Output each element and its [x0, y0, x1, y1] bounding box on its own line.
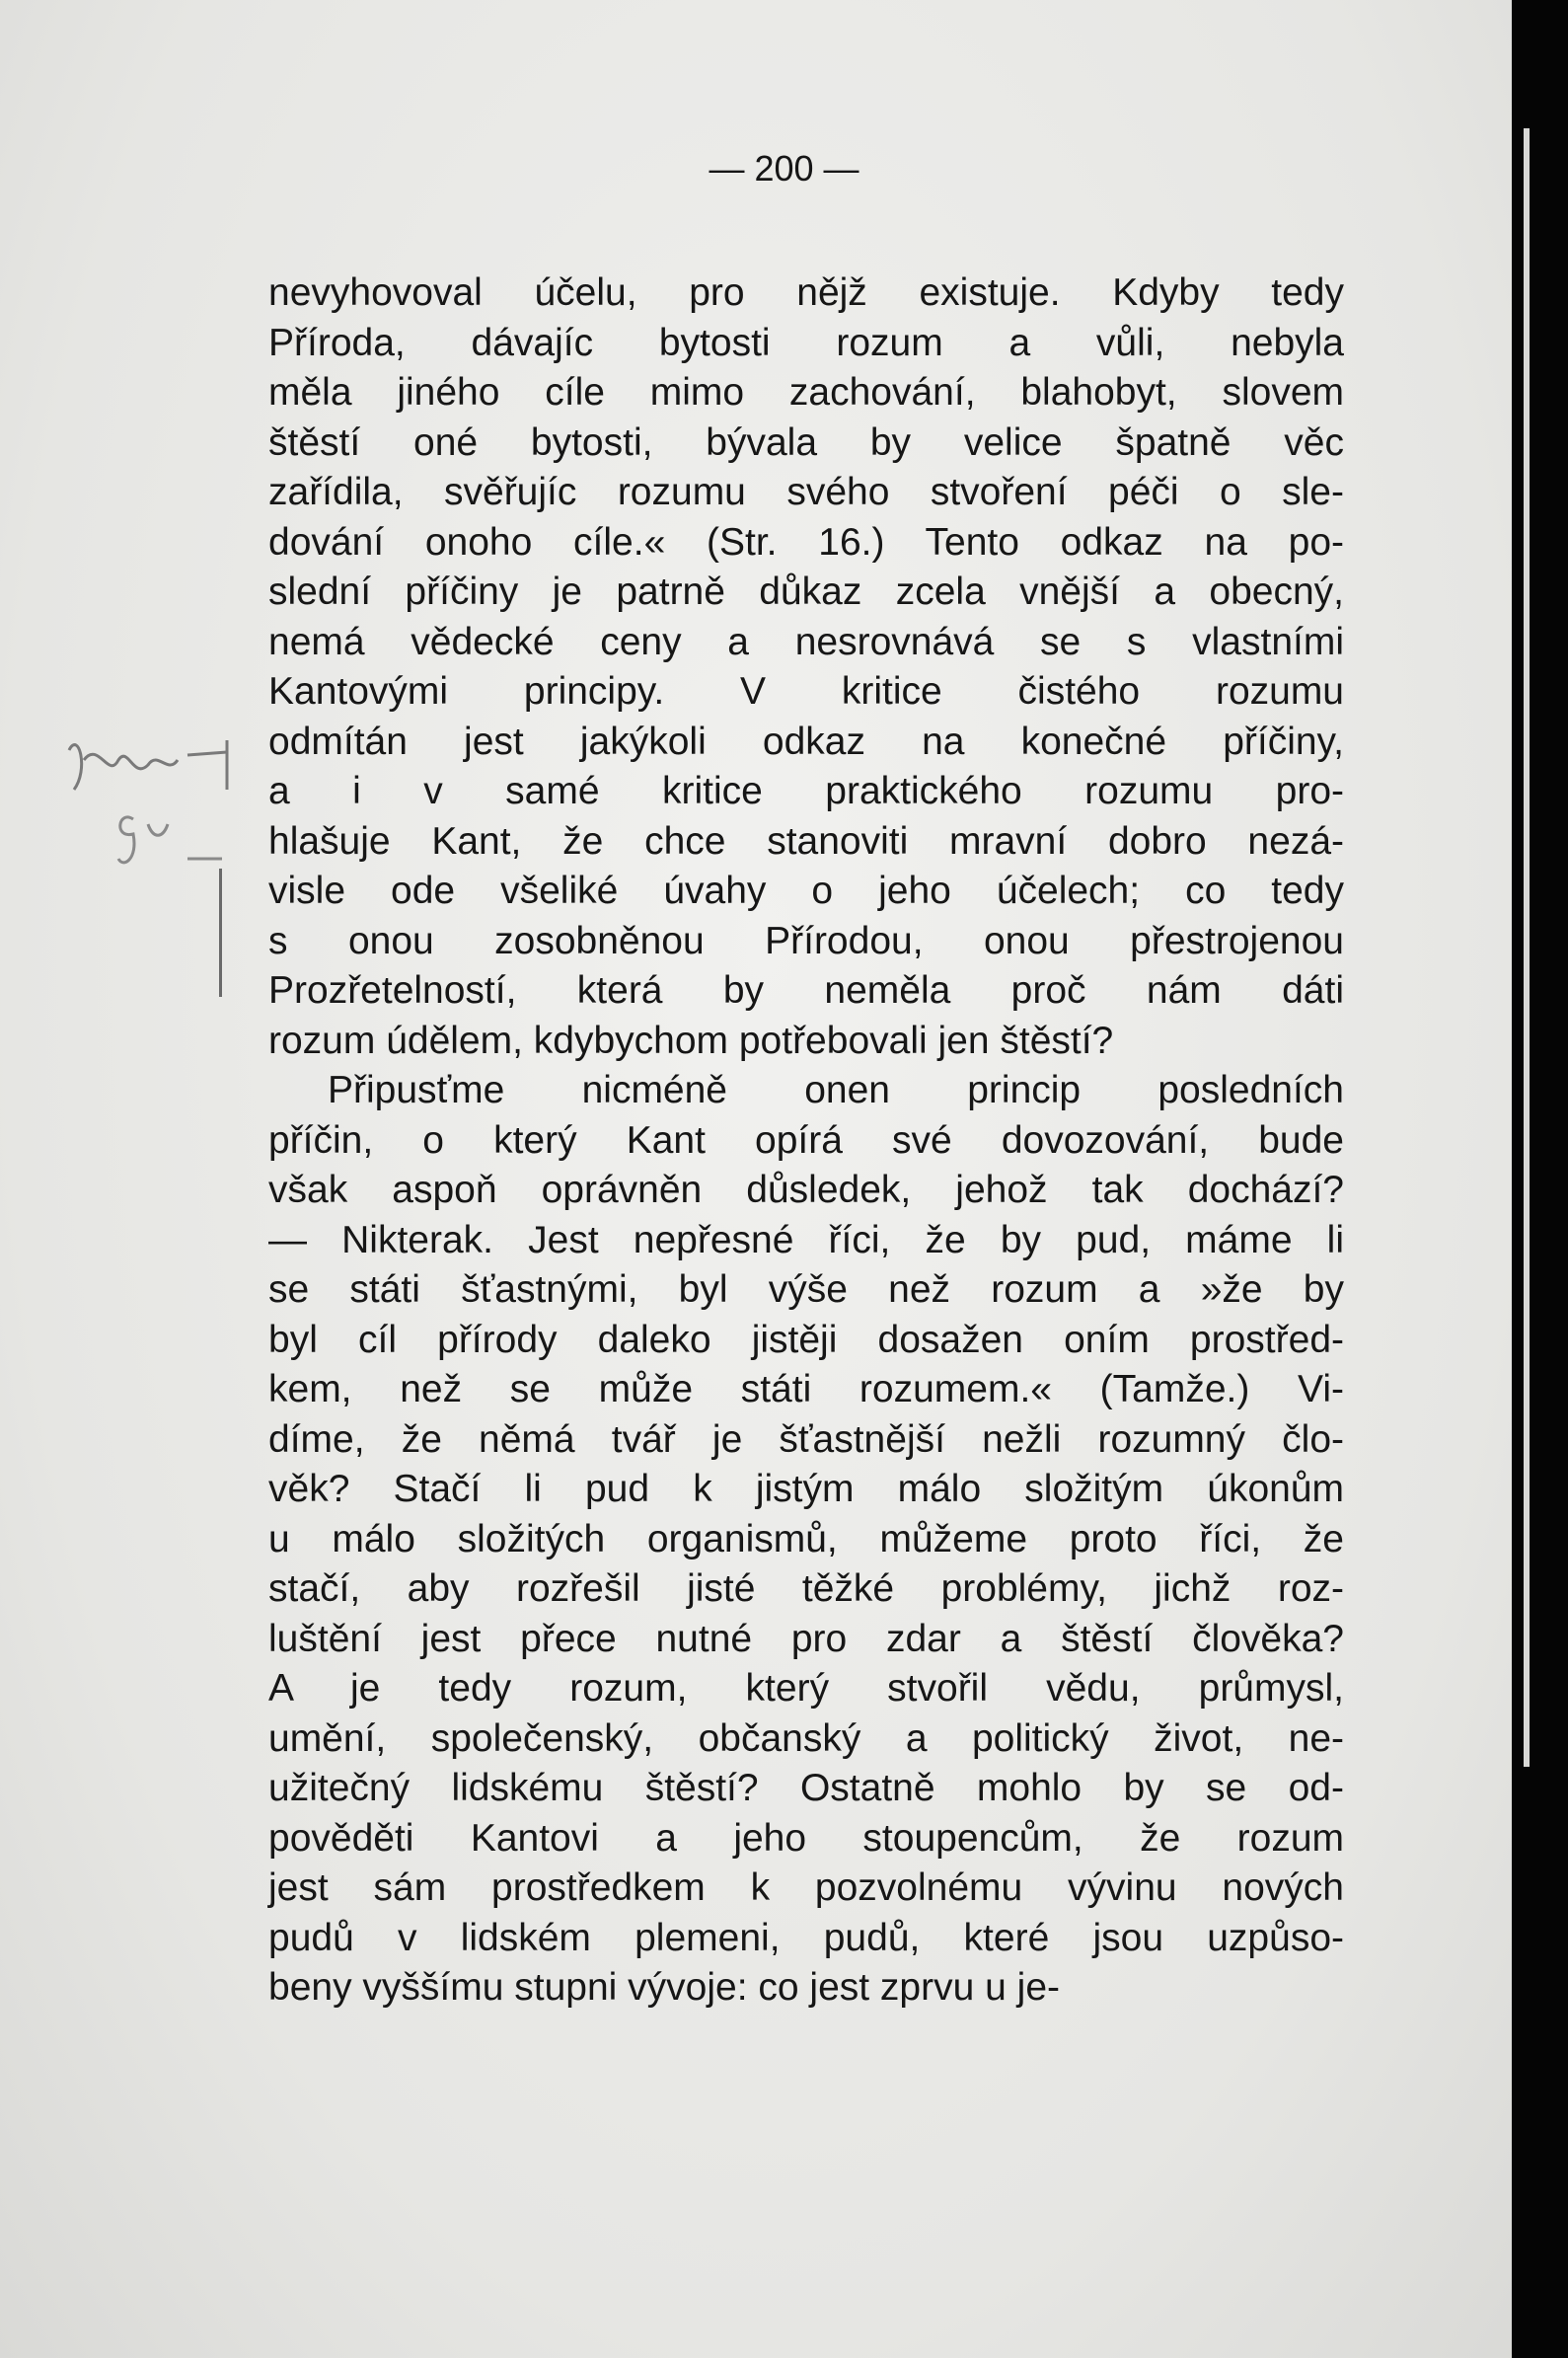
text-line: luštění jest přece nutné pro zdar a štěstí člověka?	[268, 1617, 1344, 1660]
text-line: Prozřetelností, která by neměla proč nám dáti	[268, 969, 1344, 1012]
text-line: a i v samé kritice praktického rozumu pro-	[268, 770, 1344, 812]
text-line: s onou zosobněnou Přírodou, onou přestrojenou	[268, 919, 1344, 962]
text-line: dování onoho cíle.« (Str. 16.) Tento odkaz na po-	[268, 520, 1344, 564]
page-number: — 200 —	[709, 148, 859, 189]
text-line: Připusťme nicméně onen princip posledních	[328, 1069, 1344, 1111]
text-line: zařídila, svěřujíc rozumu svého stvoření péči o sle-	[268, 471, 1344, 513]
text-line: A je tedy rozum, který stvořil vědu, průmysl,	[268, 1667, 1344, 1710]
text-line: beny vyššímu stupni vývoje: co jest zprvu u je-	[268, 1966, 1060, 2009]
text-line: štěstí oné bytosti, bývala by velice špatně věc	[268, 420, 1344, 464]
text-line: měla jiného cíle mimo zachování, blahobyt, slovem	[268, 371, 1344, 414]
text-line: díme, že němá tvář je šťastnější nežli rozumný člo-	[268, 1417, 1344, 1461]
page-edge	[1512, 0, 1568, 2358]
text-line: příčin, o který Kant opírá své dovozování, bude	[268, 1118, 1344, 1162]
text-line: visle ode všeliké úvahy o jeho účelech; co tedy	[268, 870, 1344, 912]
text-line: užitečný lidskému štěstí? Ostatně mohlo by se od-	[268, 1767, 1344, 1809]
text-line: umění, společenský, občanský a politický život, ne-	[268, 1716, 1344, 1760]
text-line: odmítán jest jakýkoli odkaz na konečné příčiny,	[268, 720, 1344, 763]
text-line: věk? Stačí li pud k jistým málo složitým úkonům	[268, 1468, 1344, 1510]
text-line: pudů v lidském plemeni, pudů, které jsou uzpůso-	[268, 1916, 1344, 1959]
page-edge-line	[1524, 128, 1530, 1767]
text-line: byl cíl přírody daleko jistěji dosažen oním prostřed-	[268, 1318, 1344, 1361]
text-line: kem, než se může státi rozumem.« (Tamže.) Vi-	[268, 1368, 1344, 1410]
handwritten-margin-note	[39, 711, 257, 987]
text-line: Kantovými principy. V kritice čistého rozumu	[268, 670, 1344, 713]
text-line: pověděti Kantovi a jeho stoupencům, že rozum	[268, 1816, 1344, 1860]
margin-mark	[219, 869, 222, 997]
text-line: však aspoň oprávněn důsledek, jehož tak dochází?	[268, 1169, 1344, 1211]
text-line: jest sám prostředkem k pozvolnému vývinu nových	[268, 1866, 1344, 1909]
text-line: nevyhovoval účelu, pro nějž existuje. Kdyby tedy	[268, 271, 1344, 314]
text-line: rozum údělem, kdybychom potřebovali jen štěstí?	[268, 1019, 1114, 1062]
text-line: se státi šťastnými, byl výše než rozum a »že by	[268, 1268, 1344, 1311]
text-line: stačí, aby rozřešil jisté těžké problémy, jichž roz-	[268, 1567, 1344, 1610]
text-line: nemá vědecké ceny a nesrovnává se s vlastními	[268, 620, 1344, 663]
text-line: Příroda, dávajíc bytosti rozum a vůli, nebyla	[268, 321, 1344, 364]
text-line: — Nikterak. Jest nepřesné říci, že by pud, máme li	[268, 1218, 1344, 1261]
text-line: hlašuje Kant, že chce stanoviti mravní dobro nezá-	[268, 819, 1344, 863]
body-text	[268, 268, 1344, 2014]
text-line: u málo složitých organismů, můžeme proto říci, že	[268, 1517, 1344, 1560]
text-line: slední příčiny je patrně důkaz zcela vnější a obecný,	[268, 570, 1344, 613]
